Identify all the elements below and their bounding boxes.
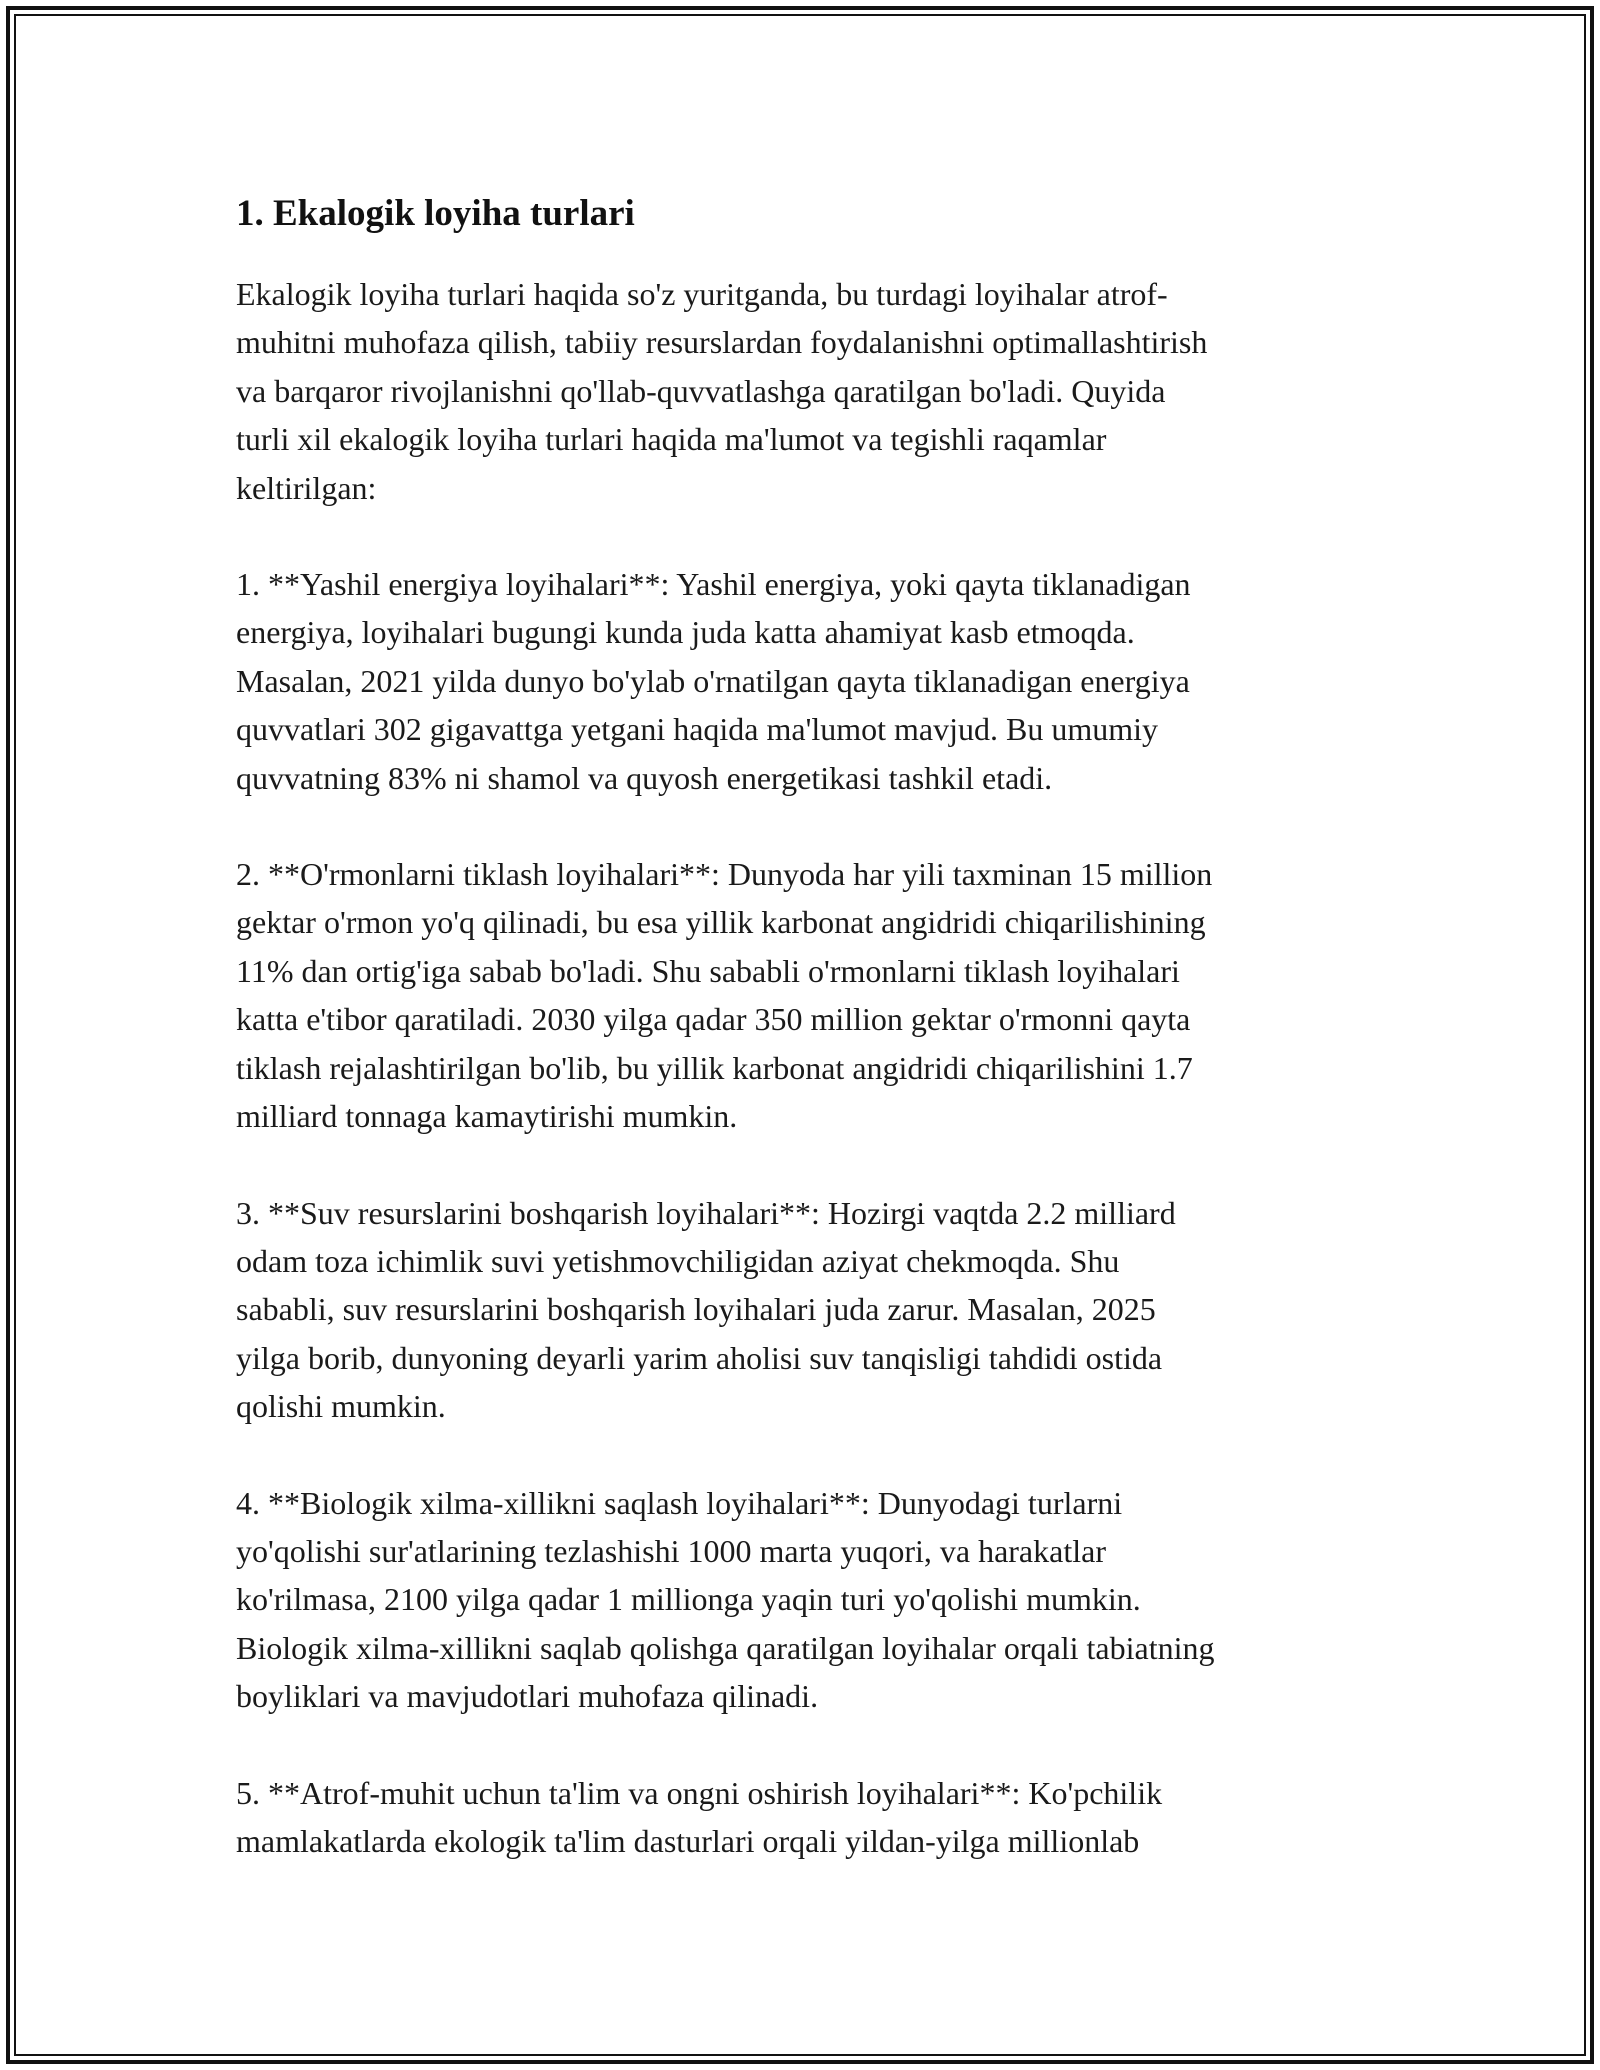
paragraph-reforestation: 2. **O'rmonlarni tiklash loyihalari**: Dunyoda har yili taxminan 15 million gektar o'rmon yo'q qilinadi, bu esa yillik karbonat angidridi chiqarilishining 11% dan ortig'iga sabab bo'ladi. Shu sababli o'rmonlarni tiklash loyihalari katta e'tibor qaratiladi. 2030 yilga qadar 350 million gektar o'rmonni qayta tiklash rejalashtirilgan bo'lib, bu yillik karbonat angidridi chiqarilishini 1.7 milliard tonnaga kamaytirishi mumkin. <box>236 856 1213 1135</box>
paragraph-water-resources: 3. **Suv resurslarini boshqarish loyihalari**: Hozirgi vaqtda 2.2 milliard odam toza ichimlik suvi yetishmovchiligidan aziyat chekmoqda. Shu sababli, suv resurslarini boshqarish loyihalari juda zarur. Masalan, 2025 yilga borib, dunyoning deyarli yarim aholisi suv tanqisligi tahdidi ostida qolishi mumkin. <box>236 1194 1176 1425</box>
paragraph-environmental-education: 5. **Atrof-muhit uchun ta'lim va ongni oshirish loyihalari**: Ko'pchilik mamlakatlarda ekologik ta'lim dasturlari orqali yildan-yilga millionlab <box>236 1774 1163 1859</box>
paragraph-biodiversity: 4. **Biologik xilma-xillikni saqlash loyihalari**: Dunyodagi turlarni yo'qolishi sur'atlarining tezlashishi 1000 marta yuqori, va harakatlar ko'rilmasa, 2100 yilga qadar 1 millionga yaqin turi yo'qolishi mumkin. Biologik xilma-xillikni saqlab qolishga qaratilgan loyihalar orqali tabiatning boyliklari va mavjudotlari muhofaza qilinadi. <box>236 1484 1215 1715</box>
document-body <box>236 188 1366 1913</box>
paragraph-green-energy: 1. **Yashil energiya loyihalari**: Yashil energiya, yoki qayta tiklanadigan energiya, loyihalari bugungi kunda juda katta ahamiyat kasb etmoqda. Masalan, 2021 yilda dunyo bo'ylab o'rnatilgan qayta tiklanadigan energiya quvvatlari 302 gigavattga yetgani haqida ma'lumot mavjud. Bu umumiy quvvatning 83% ni shamol va quyosh energetikasi tashkil etadi. <box>236 566 1191 796</box>
section-heading: 1. Ekalogik loyiha turlari <box>236 193 635 234</box>
intro-paragraph: Ekalogik loyiha turlari haqida so'z yuritganda, bu turdagi loyihalar atrof- muhitni muhofaza qilish, tabiiy resurslardan foydalanishni optimallashtirish va barqaror rivojlanishni qo'llab-quvvatlashga qaratilgan bo'ladi. Quyida turli xil ekalogik loyiha turlari haqida ma'lumot va tegishli raqamlar keltirilgan: <box>236 276 1208 506</box>
